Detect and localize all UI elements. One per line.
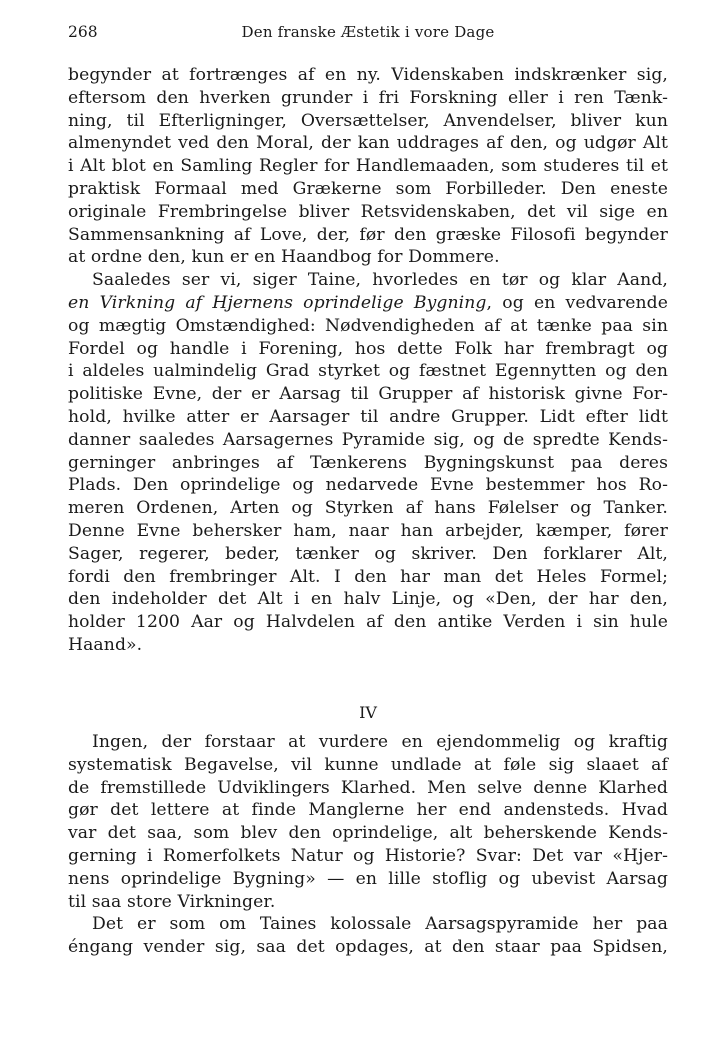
text-line: éngang vender sig, saa det opdages, at den staar paa Spidsen, [68,937,668,958]
text-line: Sammensankning af Love, der, før den græske Filosofi begynder [68,224,668,245]
text-line: meren Ordenen, Arten og Styrken af hans Følelser og Tanker. [68,498,668,519]
text-line: de fremstillede Udviklingers Klarhed. Men selve denne Klarhed [68,777,668,798]
text-line: til saa store Virkninger. [68,891,276,912]
page-header [68,21,668,43]
text-line: politiske Evne, der er Aarsag til Grupper af historisk givne For- [68,384,668,405]
text-line: Ingen, der forstaar at vurdere en ejendommelig og kraftig [92,732,668,752]
section-heading: IV [359,703,377,722]
text-line: gør det lettere at finde Manglerne her end andensteds. Hvad [68,800,668,821]
text-line: originale Frembringelse bliver Retsvidenskaben, det vil sige en [68,201,668,222]
text-line: Denne Evne behersker ham, naar han arbejder, kæmper, fører [68,520,668,541]
text-line: og mægtig Omstændighed: Nødvendigheden af at tænke paa sin [68,315,668,336]
body-text-upper [68,64,668,657]
text-line: Saaledes ser vi, siger Taine, hvorledes en tør og klar Aand, [92,270,668,291]
text-line: i aldeles ualmindelig Grad styrket og fæstnet Egennytten og den [68,361,668,382]
text-line: gerning i Romerfolkets Natur og Historie? Svar: Det var «Hjer- [68,845,668,866]
running-title: Den franske Æstetik i vore Dage [241,23,495,41]
text-line: Fordel og handle i Forening, hos dette Folk har frembragt og [68,338,668,359]
body-text-lower [68,731,668,959]
text-line-with-italic [68,292,668,315]
text-line: begynder at fortrænges af en ny. Videnskaben indskrænker sig, [68,65,668,85]
text-line: Plads. Den oprindelige og nedarvede Evne bestemmer hos Ro- [68,475,668,496]
page-number: 268 [68,23,98,41]
text-line: Sager, regerer, beder, tænker og skriver. Den forklarer Alt, [68,543,668,564]
text-line: i Alt blot en Samling Regler for Handlemaaden, som studeres til et [68,156,668,177]
text-line: var det saa, som blev den oprindelige, alt beherskende Kends- [68,823,668,844]
italic-phrase: en Virkning af Hjernens oprindelige Bygning [68,292,487,313]
text-line: nens oprindelige Bygning» — en lille stoflig og ubevist Aarsag [68,868,668,889]
text-fragment: , og en vedvarende [486,292,669,313]
text-line: gerninger anbringes af Tænkerens Bygningskunst paa deres [68,452,668,473]
text-line: ning, til Efterligninger, Oversættelser, Anvendelser, bliver kun [68,110,668,131]
text-line: at ordne den, kun er en Haandbog for Dommere. [68,247,500,268]
text-line: systematisk Begavelse, vil kunne undlade at føle sig slaaet af [68,754,668,775]
text-line: Haand». [68,634,143,655]
text-line: eftersom den hverken grunder i fri Forskning eller i ren Tænk- [68,87,668,108]
text-line: hold, hvilke atter er Aarsager til andre Grupper. Lidt efter lidt [68,406,668,427]
text-line: den indeholder det Alt i en halv Linje, og «Den, der har den, [68,589,668,610]
text-line: Det er som om Taines kolossale Aarsagspyramide her paa [92,914,668,935]
text-line: fordi den frembringer Alt. I den har man det Heles Formel; [68,566,668,587]
text-line: danner saaledes Aarsagernes Pyramide sig, og de spredte Kends- [68,429,668,450]
text-line: almenyndet ved den Moral, der kan uddrages af den, og udgør Alt [68,133,668,154]
text-line: praktisk Formaal med Grækerne som Forbilleder. Den eneste [68,178,668,199]
text-line: holder 1200 Aar og Halvdelen af den antike Verden i sin hule [68,612,668,633]
